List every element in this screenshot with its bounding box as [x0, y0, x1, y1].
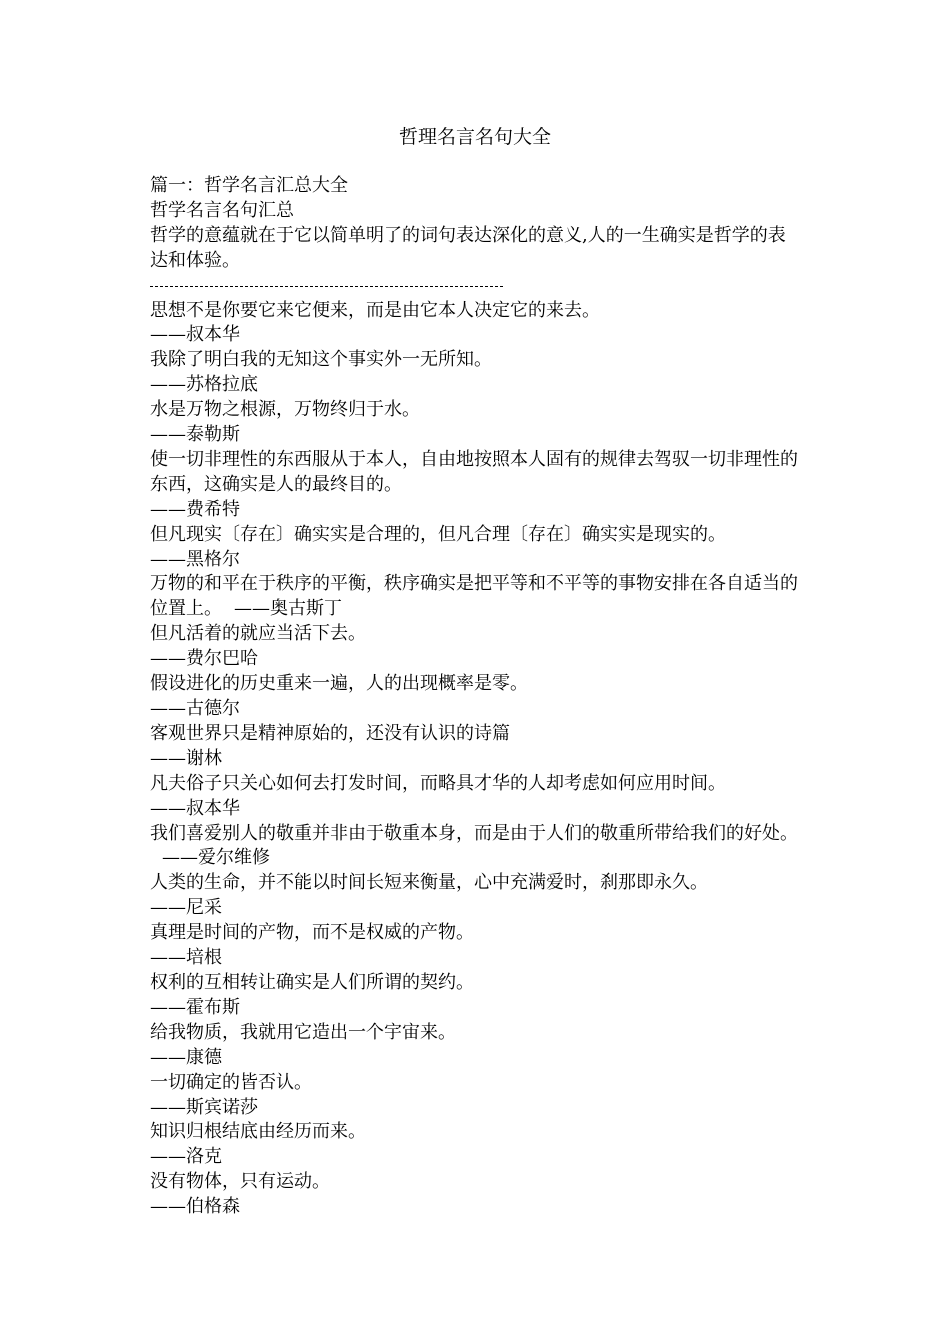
quote-author: ——费尔巴哈	[150, 648, 258, 670]
quote-author: ——培根	[150, 947, 222, 969]
dashed-divider	[150, 274, 800, 299]
quote-entry	[150, 448, 800, 523]
quote-entry	[150, 772, 800, 822]
quote-author: ——谢林	[150, 747, 222, 769]
quote-line	[150, 572, 800, 622]
quote-author: ——叔本华	[150, 797, 240, 819]
quote-author: ——黑格尔	[150, 548, 240, 570]
quote-author: ——霍布斯	[150, 996, 240, 1018]
quote-entry	[150, 971, 800, 1021]
quote-text: 给我物质，我就用它造出一个宇宙来。	[150, 1021, 456, 1043]
document-title: 哲理名言名句大全	[398, 126, 551, 148]
quote-text: 一切确定的皆否认。	[150, 1071, 312, 1093]
quote-text: 我们喜爱别人的敬重并非由于敬重本身，而是由于人们的敬重所带给我们的好处。	[150, 822, 798, 844]
quote-entry	[150, 572, 800, 622]
document-body	[150, 174, 800, 1220]
quote-entry	[150, 1170, 800, 1220]
quote-entry	[150, 722, 800, 772]
quote-author: ——奥古斯丁	[234, 598, 342, 620]
quote-text: 权利的互相转让确实是人们所谓的契约。	[150, 971, 474, 993]
section-heading: 篇一：哲学名言汇总大全	[150, 175, 348, 196]
quote-text: 凡夫俗子只关心如何去打发时间，而略具才华的人却考虑如何应用时间。	[150, 772, 726, 794]
quote-entry	[150, 622, 800, 672]
quote-text: 万物的和平在于秩序的平衡，秩序确实是把平等和不平等的事物安排在各自适当的位置上。	[150, 573, 798, 620]
subheading: 哲学名言名句汇总	[150, 199, 294, 221]
quote-entry	[150, 1021, 800, 1071]
quote-text: 假设进化的历史重来一遍，人的出现概率是零。	[150, 673, 528, 695]
quote-text: 知识归根结底由经历而来。	[150, 1121, 366, 1143]
quote-entry	[150, 523, 800, 573]
quote-author: ——古德尔	[150, 698, 240, 720]
quote-entry	[150, 299, 800, 349]
quote-entry	[150, 822, 800, 872]
quote-text: 思想不是你要它来它便来，而是由它本人决定它的来去。	[150, 299, 600, 321]
quote-list	[150, 299, 800, 1221]
quote-author: ——尼采	[150, 897, 222, 919]
quote-text: 真理是时间的产物，而不是权威的产物。	[150, 922, 474, 944]
quote-author: ——泰勒斯	[150, 424, 240, 446]
quote-entry	[150, 348, 800, 398]
quote-entry	[150, 398, 800, 448]
quote-text: 我除了明白我的无知这个事实外一无所知。	[150, 349, 492, 371]
quote-author: ——伯格森	[150, 1196, 240, 1218]
quote-text: 客观世界只是精神原始的，还没有认识的诗篇	[150, 722, 510, 744]
quote-entry	[150, 1071, 800, 1121]
quote-entry	[150, 871, 800, 921]
quote-author: ——费希特	[150, 498, 240, 520]
quote-text: 使一切非理性的东西服从于本人，自由地按照本人固有的规律去驾驭一切非理性的东西，这确实是人的最终目的。	[150, 448, 798, 495]
quote-author: ——苏格拉底	[150, 374, 258, 396]
quote-text: 人类的生命，并不能以时间长短来衡量，心中充满爱时，刹那即永久。	[150, 872, 708, 894]
quote-entry	[150, 1120, 800, 1170]
intro-paragraph: 哲学的意蕴就在于它以简单明了的词句表达深化的意义,人的一生确实是哲学的表达和体验。	[150, 224, 786, 271]
quote-text: 没有物体，只有运动。	[150, 1171, 330, 1193]
quote-text: 但凡活着的就应当活下去。	[150, 623, 366, 645]
quote-author: ——叔本华	[150, 324, 240, 346]
quote-text: 水是万物之根源，万物终归于水。	[150, 399, 420, 421]
quote-text: 但凡现实〔存在〕确实实是合理的，但凡合理〔存在〕确实实是现实的。	[150, 523, 726, 545]
quote-line	[150, 822, 800, 872]
quote-author: ——洛克	[150, 1146, 222, 1168]
quote-author: ——斯宾诺莎	[150, 1096, 258, 1118]
quote-entry	[150, 672, 800, 722]
quote-entry	[150, 921, 800, 971]
quote-author: ——爱尔维修	[162, 847, 270, 869]
quote-author: ——康德	[150, 1046, 222, 1068]
